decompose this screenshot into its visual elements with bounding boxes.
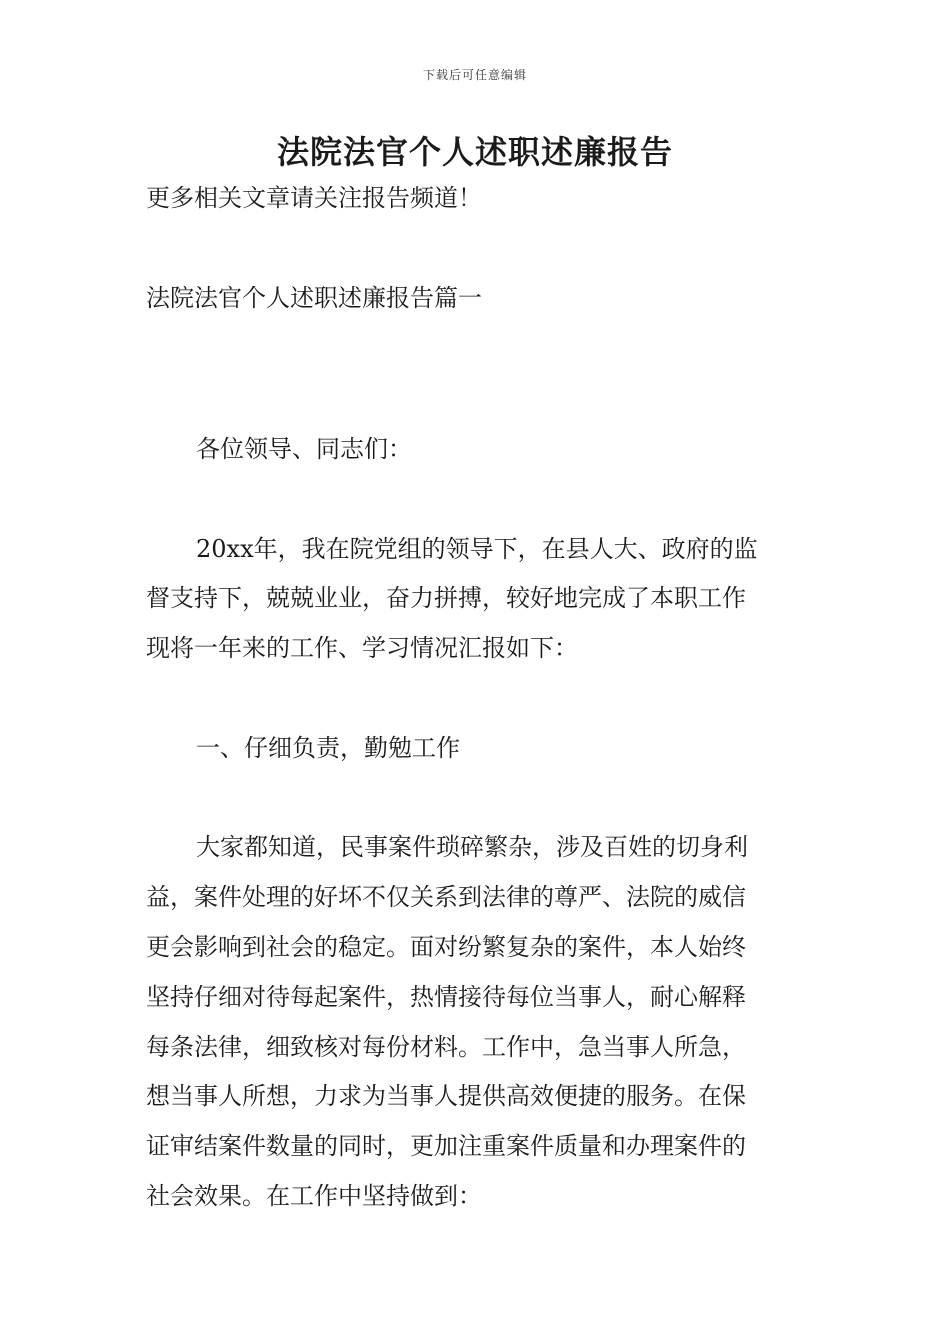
promo-line: 更多相关文章请关注报告频道！ — [146, 184, 482, 212]
paragraph-line: 证审结案件数量的同时，更加注重案件质量和办理案件的 — [146, 1132, 746, 1160]
paragraph-line: 督支持下，兢兢业业，奋力拼搏，较好地完成了本职工作 — [146, 584, 746, 612]
paragraph-line: 大家都知道，民事案件琐碎繁杂，涉及百姓的切身利 — [196, 833, 748, 861]
paragraph-line: 坚持仔细对待每起案件，热情接待每位当事人，耐心解释 — [146, 983, 746, 1011]
paragraph-line: 益，案件处理的好坏不仅关系到法律的尊严、法院的威信 — [146, 883, 746, 911]
paragraph-line: 现将一年来的工作、学习情况汇报如下： — [146, 634, 578, 662]
heading-1: 一、仔细负责，勤勉工作 — [196, 734, 460, 762]
header-note: 下载后可任意编辑 — [422, 68, 527, 82]
paragraph-line: 更会影响到社会的稳定。面对纷繁复杂的案件，本人始终 — [146, 933, 746, 961]
paragraph-line: 社会效果。在工作中坚持做到： — [146, 1182, 482, 1210]
paragraph-line: 每条法律，细致核对每份材料。工作中，急当事人所急， — [146, 1033, 746, 1061]
section-heading: 法院法官个人述职述廉报告篇一 — [146, 284, 482, 312]
salutation: 各位领导、同志们： — [196, 435, 412, 463]
paragraph-line: 想当事人所想，力求为当事人提供高效便捷的服务。在保 — [146, 1082, 746, 1110]
paragraph-line: 20xx年，我在院党组的领导下，在县人大、政府的监 — [196, 535, 758, 563]
document-title: 法院法官个人述职述廉报告 — [276, 133, 673, 171]
